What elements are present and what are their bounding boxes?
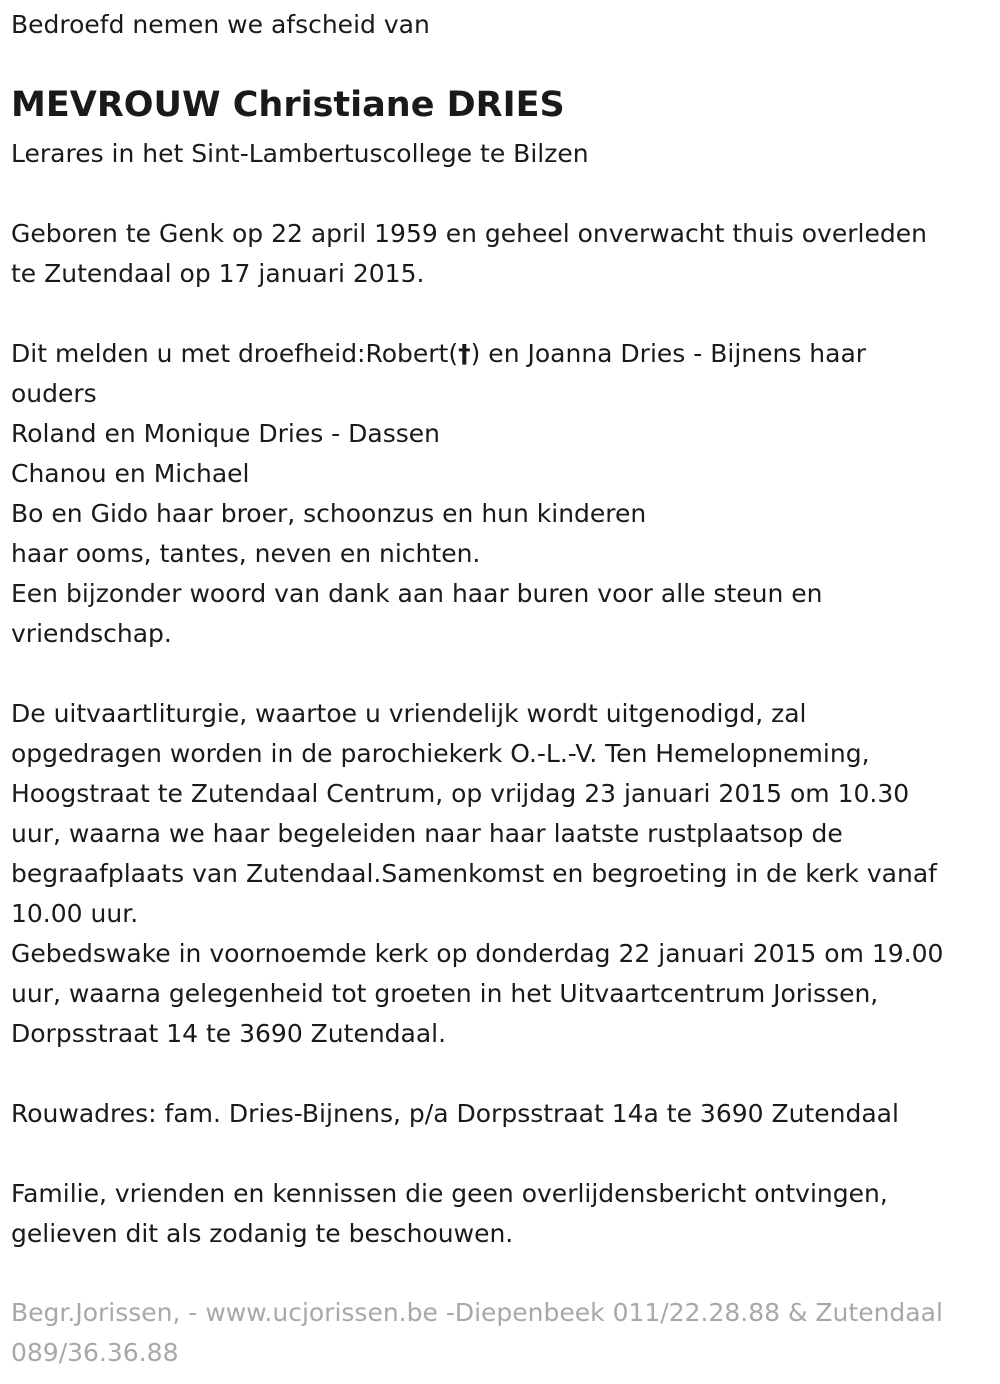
footer-line: 089/36.36.88 [11, 1338, 179, 1367]
cross-icon: † [458, 339, 471, 368]
paragraph-line: ouders [11, 379, 97, 408]
footer-line: Begr.Jorissen, - www.ucjorissen.be -Diepenbeek 011/22.28.88 & Zutendaal [11, 1298, 943, 1327]
funeral-paragraph [11, 694, 943, 1054]
paragraph-line: Een bijzonder woord van dank aan haar buren voor alle steun en [11, 579, 823, 608]
paragraph-line: De uitvaartliturgie, waartoe u vriendelijk wordt uitgenodigd, zal [11, 699, 807, 728]
mourning-address: Rouwadres: fam. Dries-Bijnens, p/a Dorpsstraat 14a te 3690 Zutendaal [11, 1099, 899, 1128]
family-text: ) en Joanna Dries - Bijnens haar [470, 339, 867, 368]
obituary-body [11, 134, 943, 1254]
spacer [11, 654, 943, 694]
deceased-name: MEVROUW Christiane DRIES [11, 85, 565, 125]
spacer [11, 174, 943, 214]
paragraph-line: Hoogstraat te Zutendaal Centrum, op vrijdag 23 januari 2015 om 10.30 [11, 779, 910, 808]
spacer [11, 1054, 943, 1094]
paragraph-line: Gebedswake in voornoemde kerk op donderdag 22 januari 2015 om 19.00 [11, 939, 944, 968]
occupation-text: Lerares in het Sint-Lambertuscollege te Bilzen [11, 139, 589, 168]
paragraph-line: Bo en Gido haar broer, schoonzus en hun kinderen [11, 499, 647, 528]
spacer [11, 294, 943, 334]
notice-paragraph [11, 1174, 943, 1254]
paragraph-line: Geboren te Genk op 22 april 1959 en geheel onverwacht thuis overleden [11, 219, 927, 248]
paragraph-line: Roland en Monique Dries - Dassen [11, 419, 440, 448]
family-paragraph [11, 334, 943, 654]
paragraph-line: vriendschap. [11, 619, 172, 648]
spacer [11, 1134, 943, 1174]
paragraph-line: uur, waarna gelegenheid tot groeten in het Uitvaartcentrum Jorissen, [11, 979, 879, 1008]
paragraph-line: 10.00 uur. [11, 899, 139, 928]
paragraph-line: Dorpsstraat 14 te 3690 Zutendaal. [11, 1019, 447, 1048]
paragraph-line: te Zutendaal op 17 januari 2015. [11, 259, 425, 288]
intro-text: Bedroefd nemen we afscheid van [11, 10, 430, 39]
paragraph-line: gelieven dit als zodanig te beschouwen. [11, 1219, 514, 1248]
paragraph-line: Chanou en Michael [11, 459, 250, 488]
paragraph-line: opgedragen worden in de parochiekerk O.-L.-V. Ten Hemelopneming, [11, 739, 870, 768]
birth-death-paragraph [11, 214, 943, 294]
paragraph-line: haar ooms, tantes, neven en nichten. [11, 539, 481, 568]
paragraph-line: begraafplaats van Zutendaal.Samenkomst en begroeting in de kerk vanaf [11, 859, 937, 888]
family-first-line [11, 334, 943, 374]
paragraph-line: Familie, vrienden en kennissen die geen overlijdensbericht ontvingen, [11, 1179, 888, 1208]
family-text: Dit melden u met droefheid:Robert( [11, 339, 459, 368]
paragraph-line: uur, waarna we haar begeleiden naar haar laatste rustplaatsop de [11, 819, 843, 848]
funeral-home-footer [11, 1293, 943, 1373]
